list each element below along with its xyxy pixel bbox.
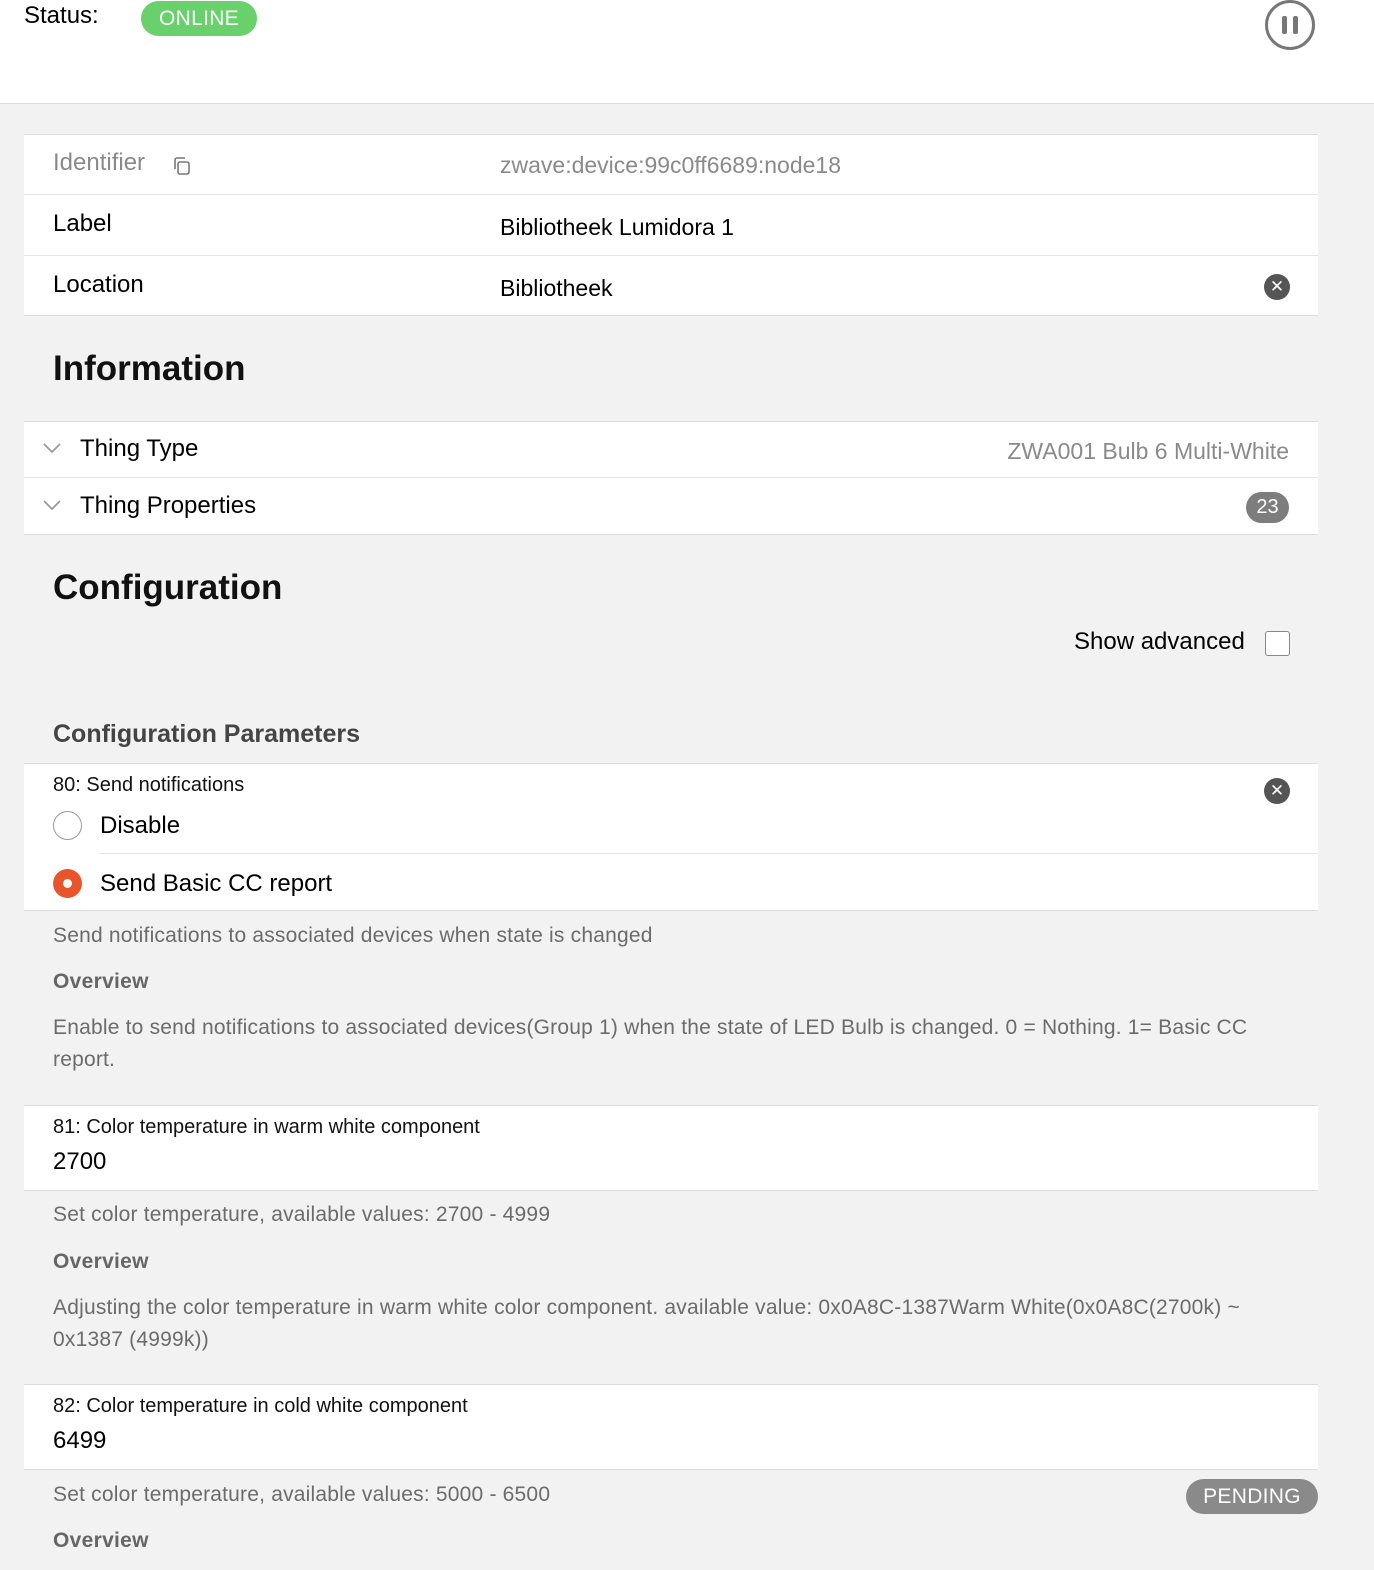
param-82-overview-title: Overview xyxy=(53,1529,149,1552)
clear-param-80-icon[interactable]: ✕ xyxy=(1264,778,1290,804)
radio-send-basic-cc-report[interactable] xyxy=(53,869,82,898)
location-row[interactable] xyxy=(24,256,1318,316)
pending-badge: PENDING xyxy=(1186,1479,1318,1514)
copy-icon[interactable] xyxy=(172,156,192,176)
config-params-title: Configuration Parameters xyxy=(53,720,361,748)
show-advanced-label: Show advanced xyxy=(1074,628,1245,655)
location-label: Location xyxy=(53,271,144,298)
param-81-overview: Adjusting the color temperature in warm white color component. available value: 0x0A8C-1387Warm White(0x0A8C(2700k) ~ 0x1387 (4999k)) xyxy=(53,1296,1240,1351)
param-81-input[interactable]: 2700 xyxy=(53,1148,107,1175)
param-81-card xyxy=(24,1105,1318,1191)
location-input[interactable]: Bibliotheek xyxy=(500,275,613,301)
chevron-down-icon[interactable] xyxy=(42,499,62,511)
option-disable-label[interactable]: Disable xyxy=(100,812,181,839)
configuration-title: Configuration xyxy=(53,568,283,607)
param-81-description: Set color temperature, available values: 2700 - 4999 xyxy=(53,1203,551,1226)
thing-properties-label: Thing Properties xyxy=(80,492,257,519)
param-80-overview: Enable to send notifications to associated devices(Group 1) when the state of LED Bulb is changed. 0 = Nothing. 1= Basic CC report. xyxy=(53,1016,1248,1071)
identifier-row xyxy=(24,135,1318,195)
label-label: Label xyxy=(53,210,112,237)
clear-location-icon[interactable]: ✕ xyxy=(1264,274,1290,300)
param-81-title: 81: Color temperature in warm white component xyxy=(53,1116,480,1138)
information-title: Information xyxy=(53,349,246,388)
param-82-title: 82: Color temperature in cold white component xyxy=(53,1395,468,1417)
thing-properties-row[interactable] xyxy=(24,478,1318,534)
show-advanced-checkbox[interactable] xyxy=(1265,631,1290,656)
status-bar xyxy=(0,0,1374,104)
details-card xyxy=(24,134,1318,316)
thing-type-row[interactable] xyxy=(24,422,1318,478)
status-badge: ONLINE xyxy=(141,1,257,36)
thing-type-value: ZWA001 Bulb 6 Multi-White xyxy=(1007,438,1289,464)
pause-circle-icon[interactable] xyxy=(1265,0,1315,50)
thing-type-label: Thing Type xyxy=(80,435,199,462)
properties-count-badge: 23 xyxy=(1246,492,1289,523)
status-label: Status: xyxy=(24,2,99,29)
label-input[interactable]: Bibliotheek Lumidora 1 xyxy=(500,214,734,240)
chevron-down-icon[interactable] xyxy=(42,442,62,454)
identifier-label: Identifier xyxy=(53,149,146,176)
label-row[interactable] xyxy=(24,195,1318,256)
param-80-title: 80: Send notifications xyxy=(53,774,245,796)
information-card xyxy=(24,421,1318,535)
param-80-description: Send notifications to associated devices when state is changed xyxy=(53,924,653,947)
param-80-card xyxy=(24,763,1318,911)
param-82-description: Set color temperature, available values: 5000 - 6500 xyxy=(53,1483,551,1506)
param-82-input[interactable]: 6499 xyxy=(53,1427,107,1454)
identifier-value: zwave:device:99c0ff6689:node18 xyxy=(500,152,842,178)
param-81-overview-title: Overview xyxy=(53,1250,149,1273)
param-82-card xyxy=(24,1384,1318,1470)
option-send-basic-cc-report-label[interactable]: Send Basic CC report xyxy=(100,870,333,897)
param-80-overview-title: Overview xyxy=(53,970,149,993)
radio-disable[interactable] xyxy=(53,811,82,840)
